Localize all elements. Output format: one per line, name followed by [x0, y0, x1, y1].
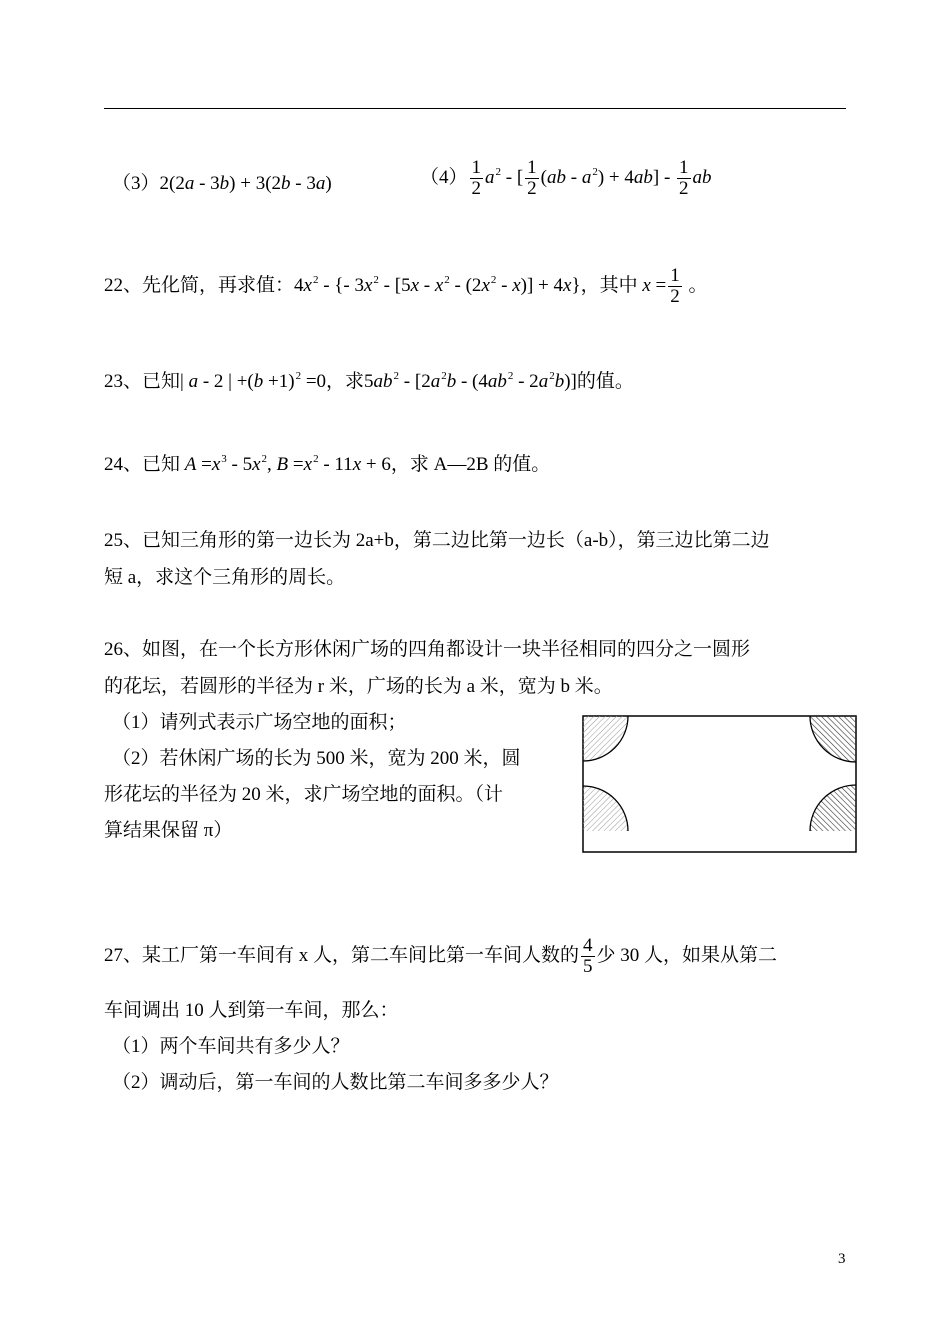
problem-23-expression: $5ab^2 - [2a^2b - (4ab^2 - 2a^2b)]$ — [364, 370, 577, 392]
problem-22-prefix: 22、先化简，再求值： — [104, 274, 295, 296]
problem-21-3 — [112, 172, 332, 197]
problem-24 — [104, 453, 550, 478]
problem-21-4 — [420, 158, 712, 199]
header-rule — [104, 108, 846, 109]
problem-27-fraction — [581, 936, 595, 977]
problem-23-prefix: 23、已知 — [104, 371, 181, 392]
problem-27-suffix: 少 30 人，如果从第二 — [596, 945, 778, 967]
problem-27-prefix: 27、某工厂第一车间有 x 人，第二车间比第一车间人数的 — [104, 945, 580, 967]
problem-25-line1: 25、已知三角形的第一边长为 2a+b，第二边比第一边长（a-b），第三边比第二边 — [104, 530, 770, 551]
page-number: 3 — [838, 1251, 846, 1267]
fraction-numerator: 4 — [583, 935, 593, 956]
problem-21-4-expression: $\frac{1}{2}$ $a^2$ - [ $\frac{1}{2}$ $(ab - a^2) + 4ab$] - $\frac{1}{2}$ ab — [471, 157, 712, 199]
problem-27-sub1: （1）两个车间共有多少人？ — [112, 1036, 350, 1057]
problem-23 — [104, 370, 634, 395]
problem-24-end: ，求 A—2B 的值。 — [390, 454, 551, 475]
problem-23-condition: | a - 2 | $+(b +1)^2 =0$ — [180, 370, 327, 392]
problem-22-where: ，其中 — [580, 274, 638, 296]
problem-26-sub1: （1）请列式表示广场空地的面积； — [112, 712, 407, 733]
problem-26-line1: 26、如图，在一个长方形休闲广场的四角都设计一块半径相同的四分之一圆形 — [104, 639, 751, 660]
problem-26-sub2-line3: 算结果保留 π） — [104, 820, 233, 841]
plaza-figure — [580, 713, 860, 855]
problem-24-prefix: 24、已知 — [104, 454, 181, 475]
problem-22-condition: x = $\frac{1}{2}$ — [642, 265, 680, 307]
problem-23-end: 的值。 — [576, 371, 634, 392]
fraction-denominator: 5 — [583, 955, 593, 977]
problem-22-end: 。 — [688, 274, 708, 296]
problem-23-mid: ，求 — [326, 371, 365, 392]
problem-21-4-label: （4） — [420, 167, 468, 189]
problem-21-3-expression: 2(2a - 3b) + 3(2b - 3a) — [159, 173, 332, 194]
problem-27-sub2: （2）调动后，第一车间的人数比第二车间多多少人？ — [112, 1072, 559, 1093]
problem-27-line2: 车间调出 10 人到第一车间，那么： — [104, 1000, 399, 1021]
problem-25-line2: 短 a，求这个三角形的周长。 — [104, 567, 346, 588]
problem-24-expression: $A =x^3 - 5x^2$, $B =x^2 - 11x + 6$ — [184, 453, 391, 475]
problem-26-sub2-line1: （2）若休闲广场的长为 500 米，宽为 200 米，圆 — [112, 748, 521, 769]
problem-26-line2: 的花坛，若圆形的半径为 r 米，广场的长为 a 米，宽为 b 米。 — [104, 676, 613, 697]
problem-26-sub2-line2: 形花坛的半径为 20 米，求广场空地的面积。（计 — [104, 784, 504, 805]
problem-22-expression: $4x^2$ - {- $3x^2 - [5x - x^2 - (2x^2 - x)] + 4x$} — [294, 273, 581, 296]
problem-22 — [104, 266, 708, 307]
problem-27-line1 — [104, 936, 777, 977]
problem-21-3-label: （3） — [112, 173, 160, 194]
